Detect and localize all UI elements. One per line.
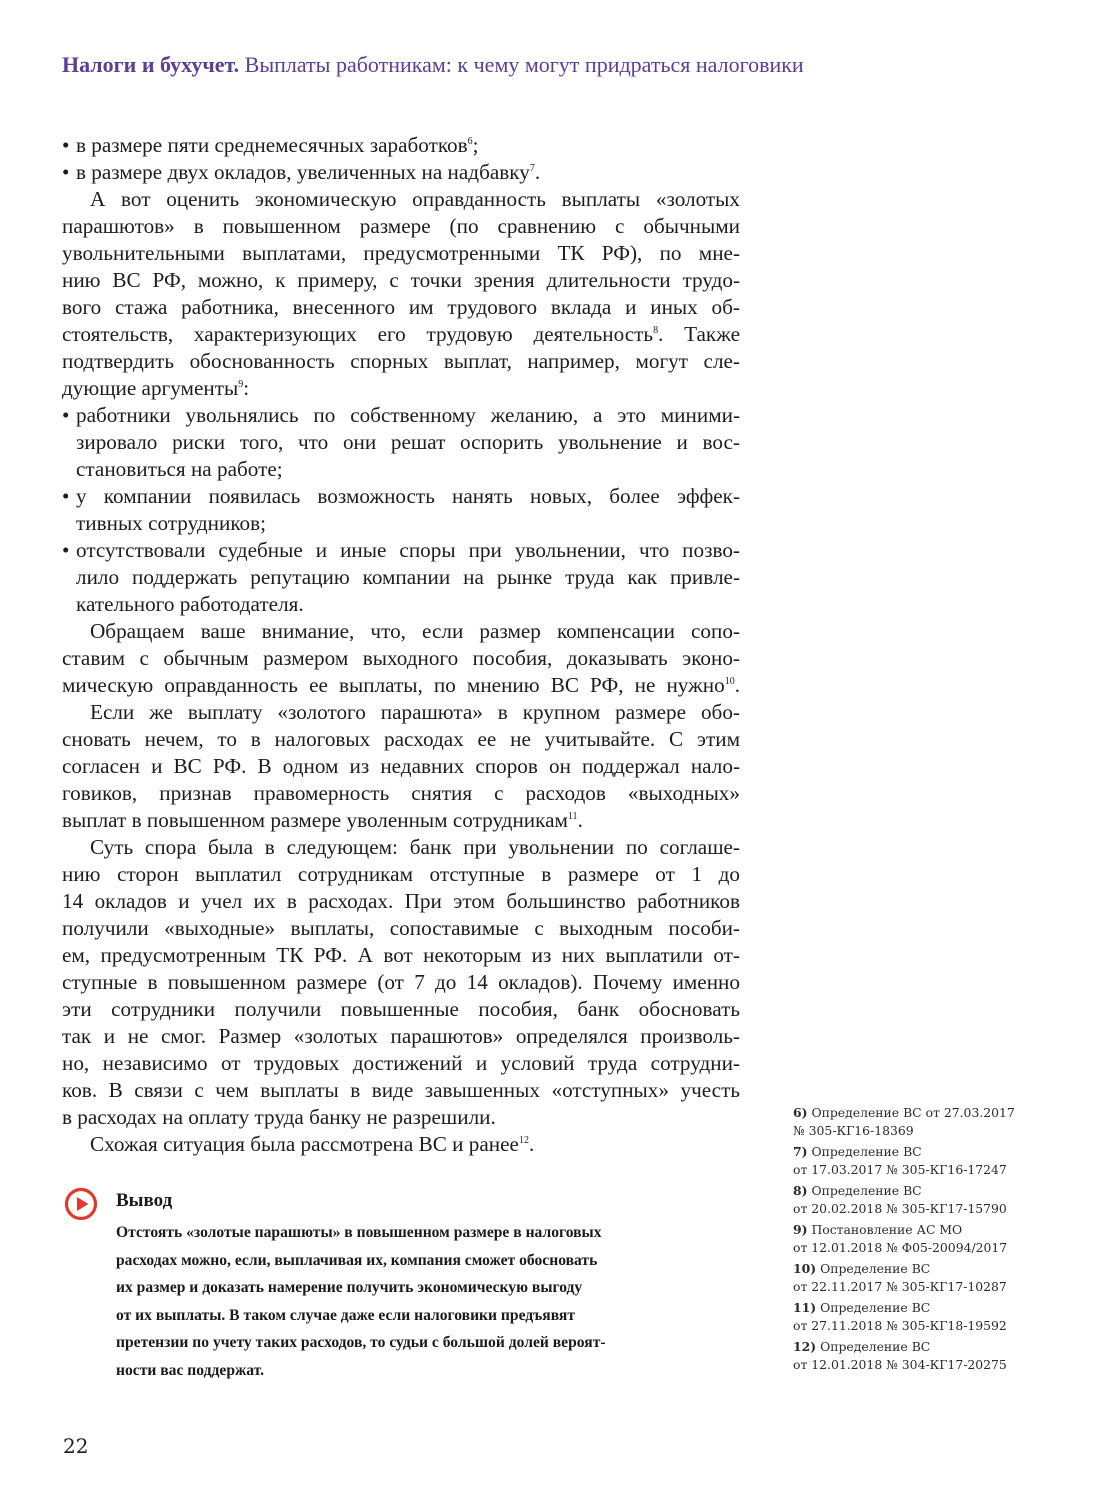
footnote-ref[interactable]: 10 (724, 676, 735, 687)
footnote-ref[interactable]: 11 (567, 811, 578, 822)
play-circle-icon (64, 1187, 98, 1221)
footnote-ref[interactable]: 8 (653, 325, 659, 336)
list-item: • отсутствовали судебные и иные споры при увольнении, что позво- (62, 537, 740, 564)
footnote: 10) Определение ВС от 22.11.2017 № 305-КГ17-10287 (793, 1261, 1007, 1294)
list-item: • в размере пяти среднемесячных заработков$^6$; (62, 132, 740, 159)
header-section: Налоги и бухучет. (62, 52, 240, 77)
list-item: • работники увольнялись по собственному желанию, а это миними- (62, 402, 740, 429)
paragraph: Если же выплату «золотого парашюта» в крупном размере обо- сновать нечем, то в налоговых расходах ее не учитывайте. С этим согласен и ВС РФ. В одном из недавних споров он поддержал нало- говиков, признав правомерность снятия с расходов «выходных» выплат в повышенном размере уволенным сотрудникам$^{11}$. (62, 700, 740, 832)
footnotes (793, 1104, 1053, 1377)
list-item: • у компании появилась возможность нанять новых, более эффек- (62, 483, 740, 510)
footnote-ref[interactable]: 12 (518, 1135, 529, 1146)
footnote: 11) Определение ВС от 27.11.2018 № 305-КГ18-19592 (793, 1300, 1007, 1333)
article-body (62, 132, 740, 1158)
callout-title: Вывод (116, 1190, 173, 1211)
footnote: 9) Постановление АС МО от 12.01.2018 № Ф05-20094/2017 (793, 1222, 1008, 1255)
footnote-ref[interactable]: 7 (529, 163, 535, 174)
paragraph: Схожая ситуация была рассмотрена ВС и ранее$^{12}$. (90, 1132, 535, 1156)
running-header (62, 52, 804, 78)
footnote: 12) Определение ВС от 12.01.2018 № 304-КГ17-20275 (793, 1339, 1007, 1372)
footnote-ref[interactable]: 6 (467, 136, 473, 147)
footnote: 6) Определение ВС от 27.03.2017 № 305-КГ16-18369 (793, 1105, 1015, 1138)
page-number: 22 (63, 1434, 89, 1458)
paragraph: Суть спора была в следующем: банк при увольнении по соглаше- нию сторон выплатил сотрудникам отступные в размере от 1 до 14 окладов и учел их в расходах. При этом большинство работников получили «выходные» выплаты, сопоставимые с выходным пособи- ем, предусмотренным ТК РФ. А вот некоторым из них выплатили от- ступные в повышенном размере (от 7 до 14 окладов). Почему именно эти сотрудники получили повышенные пособия, банк обосновать так и не смог. Размер «золотых парашютов» определялся произволь- но, независимо от трудовых достижений и условий труда сотрудни- ков. В связи с чем выплаты в виде завышенных «отступных» учесть в расходах на оплату труда банку не разрешили. (62, 835, 740, 1129)
list-item: • в размере двух окладов, увеличенных на надбавку$^7$. (62, 159, 740, 186)
footnote: 7) Определение ВС от 17.03.2017 № 305-КГ16-17247 (793, 1144, 1007, 1177)
footnote: 8) Определение ВС от 20.02.2018 № 305-КГ17-15790 (793, 1183, 1007, 1216)
paragraph: А вот оценить экономическую оправданность выплаты «золотых парашютов» в повышенном размере (по сравнению с обычными увольнительными выплатами, предусмотренными ТК РФ), по мне- нию ВС РФ, можно, к примеру, с точки зрения длительности трудо- вого стажа работника, внесенного им трудового вклада и иных об- стоятельств, характеризующих его трудовую деятельность$^8$. Также подтвердить обоснованность спорных выплат, например, могут сле- дующие аргументы$^9$: (62, 187, 740, 400)
header-title: Выплаты работникам: к чему могут придраться налоговики (244, 52, 804, 77)
callout-body: Отстоять «золотые парашюты» в повышенном размере в налоговых расходах можно, если, выплачивая их, компания сможет обосновать их размер и доказать намерение получить экономическую выгоду от их выплаты. В таком случае даже если налоговики предъявят претензии по учету таких расходов, то судьи с большой долей вероят- ности вас поддержат. (116, 1224, 606, 1379)
footnote-ref[interactable]: 9 (238, 379, 244, 390)
paragraph: Обращаем ваше внимание, что, если размер компенсации сопо- ставим с обычным размером выходного пособия, доказывать эконо- мическую оправданность ее выплаты, по мнению ВС РФ, не нужно$^{10}$. (62, 619, 740, 697)
arguments-list: • работники увольнялись по собственному желанию, а это миними- зировало риски того, что они решат оспорить увольнение и вос- становиться на работе; • у компании появилась возможность нанять новых, более эффек- тивных сотрудников; • отсутствовали судебные и иные споры при увольнении, что позво- лило поддержать репутацию компании на рынке труда как привле- кательного работодателя. (62, 402, 740, 618)
